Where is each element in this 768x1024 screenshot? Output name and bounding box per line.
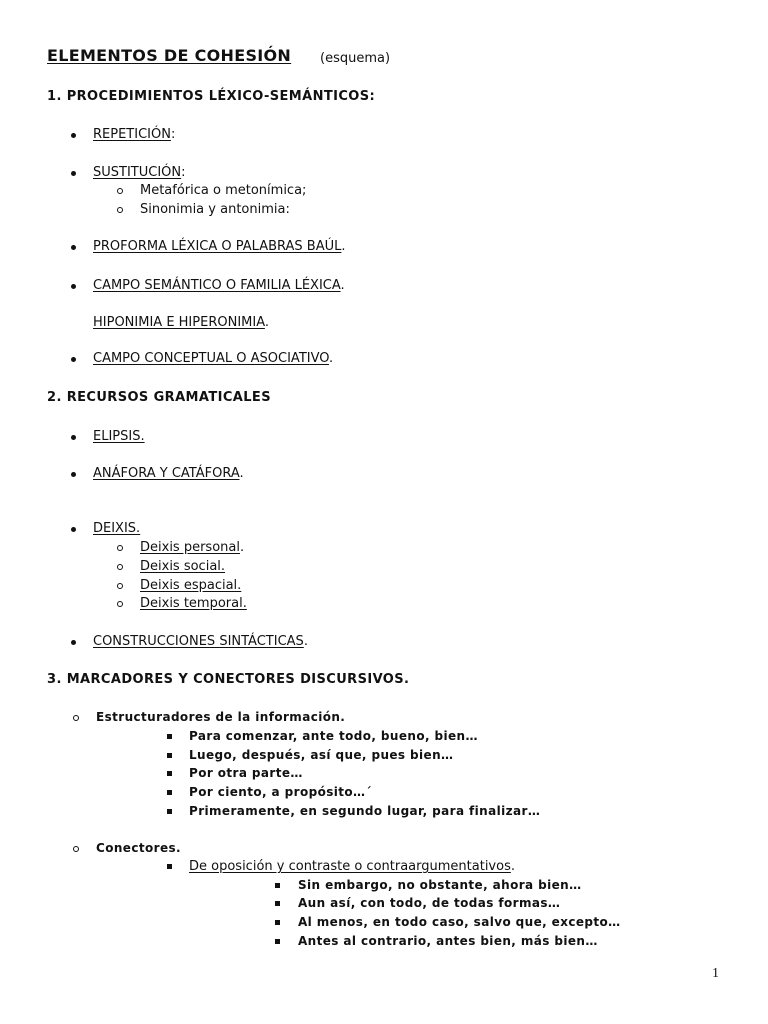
- bullet-disc: [71, 435, 76, 440]
- bullet-disc: [71, 472, 76, 477]
- bullet-disc: [71, 357, 76, 362]
- bullet-disc: [71, 245, 76, 250]
- list-item: CAMPO CONCEPTUAL O ASOCIATIVO.: [93, 351, 334, 366]
- page-number: 1: [712, 966, 719, 981]
- list-item: CAMPO SEMÁNTICO O FAMILIA LÉXICA.: [93, 278, 345, 293]
- list-item: CONSTRUCCIONES SINTÁCTICAS.: [93, 634, 308, 649]
- bullet-square: [275, 883, 280, 888]
- list-item: PROFORMA LÉXICA O PALABRAS BAÚL.: [93, 239, 346, 254]
- list-item-continuation: HIPONIMIA E HIPERONIMIA.: [93, 315, 270, 330]
- subgroup-label: De oposición y contraste o contraargumentativos.: [189, 859, 515, 874]
- section-heading-3: 3. MARCADORES Y CONECTORES DISCURSIVOS.: [47, 672, 410, 687]
- bullet-disc: [71, 171, 76, 176]
- bullet-square: [275, 920, 280, 925]
- bullet-circle: [73, 846, 79, 852]
- list-item: ELIPSIS.: [93, 429, 145, 444]
- sub-list-item: Deixis temporal.: [140, 596, 247, 611]
- bullet-square: [167, 771, 172, 776]
- bullet-disc: [71, 133, 76, 138]
- list-item: ANÁFORA Y CATÁFORA.: [93, 466, 244, 481]
- bullet-circle: [117, 188, 123, 194]
- sub-list-item: Sinonimia y antonimia:: [140, 202, 290, 217]
- bullet-circle: [117, 564, 123, 570]
- document-title: ELEMENTOS DE COHESIÓN: [47, 46, 292, 65]
- entry: Luego, después, así que, pues bien…: [189, 748, 454, 762]
- group-label: Estructuradores de la información.: [96, 710, 346, 724]
- entry: Por ciento, a propósito…´: [189, 785, 372, 799]
- bullet-square: [167, 864, 172, 869]
- section-heading-2: 2. RECURSOS GRAMATICALES: [47, 390, 271, 405]
- bullet-square: [167, 790, 172, 795]
- entry: Aun así, con todo, de todas formas…: [298, 896, 561, 910]
- list-item: REPETICIÓN:: [93, 127, 176, 142]
- bullet-circle: [73, 715, 79, 721]
- entry: Sin embargo, no obstante, ahora bien…: [298, 878, 582, 892]
- bullet-circle: [117, 207, 123, 213]
- entry: Al menos, en todo caso, salvo que, excepto…: [298, 915, 621, 929]
- bullet-square: [167, 809, 172, 814]
- bullet-disc: [71, 640, 76, 645]
- entry: Para comenzar, ante todo, bueno, bien…: [189, 729, 478, 743]
- bullet-square: [275, 901, 280, 906]
- bullet-square: [167, 734, 172, 739]
- bullet-circle: [117, 545, 123, 551]
- sub-list-item: Metafórica o metonímica;: [140, 183, 307, 198]
- list-item: SUSTITUCIÓN:: [93, 165, 186, 180]
- bullet-circle: [117, 583, 123, 589]
- entry: Antes al contrario, antes bien, más bien…: [298, 934, 598, 948]
- group-label: Conectores.: [96, 841, 181, 855]
- sub-list-item: Deixis social.: [140, 559, 226, 574]
- section-heading-1: 1. PROCEDIMIENTOS LÉXICO-SEMÁNTICOS:: [47, 89, 376, 104]
- bullet-square: [275, 939, 280, 944]
- list-item: DEIXIS.: [93, 521, 141, 536]
- sub-list-item: Deixis espacial.: [140, 578, 242, 593]
- entry: Primeramente, en segundo lugar, para finalizar…: [189, 804, 541, 818]
- entry: Por otra parte…: [189, 766, 303, 780]
- title-note: (esquema): [320, 51, 391, 66]
- bullet-disc: [71, 284, 76, 289]
- bullet-circle: [117, 601, 123, 607]
- bullet-square: [167, 753, 172, 758]
- sub-list-item: Deixis personal.: [140, 540, 245, 555]
- bullet-disc: [71, 527, 76, 532]
